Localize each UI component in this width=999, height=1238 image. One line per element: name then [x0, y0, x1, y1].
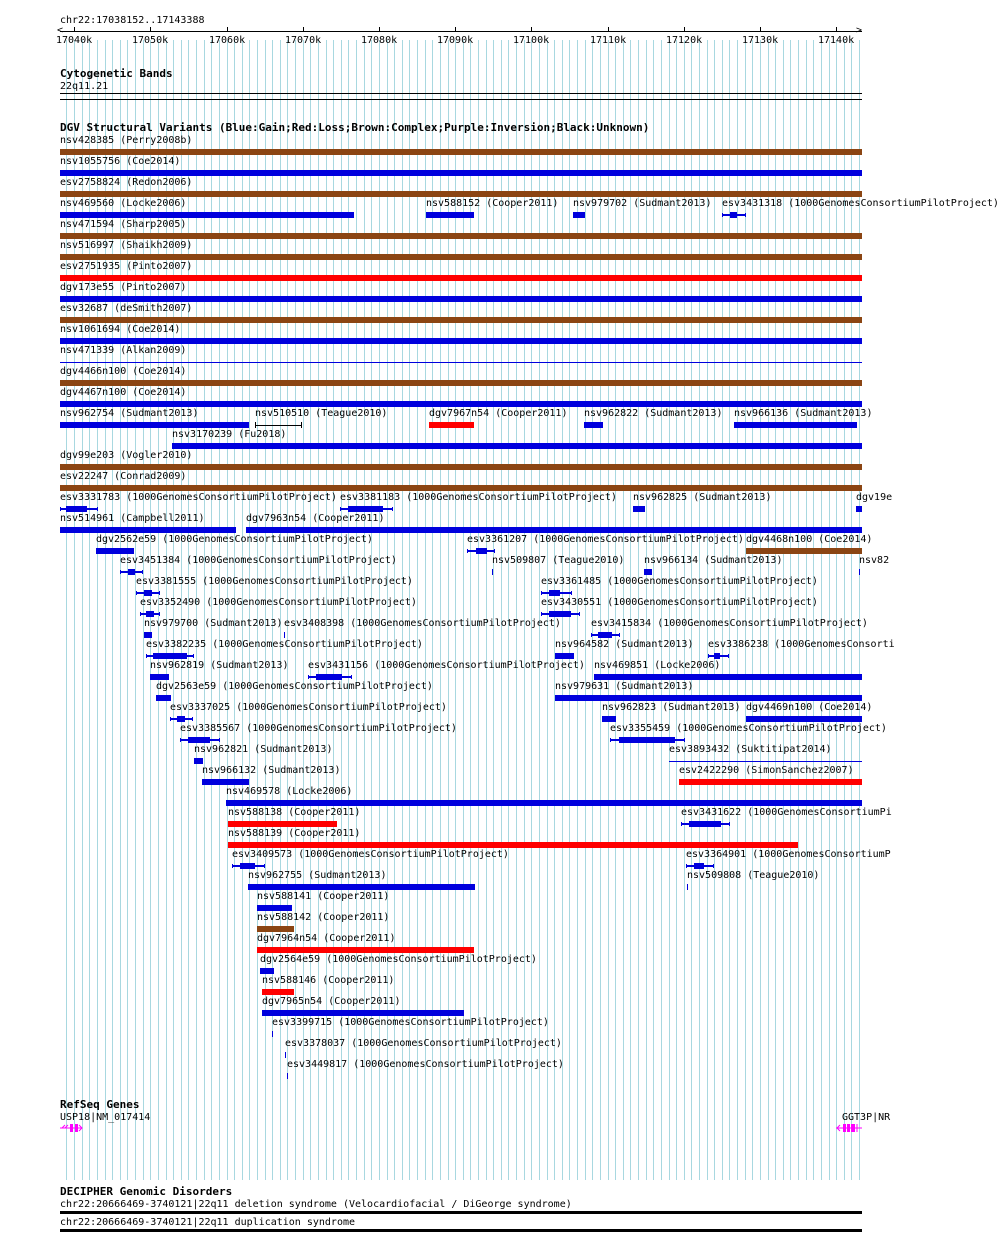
decipher-item-duplication-label: chr22:20666469-3740121|22q11 duplication syndrome — [60, 1217, 356, 1228]
dgv-variant-label: esv3331783 (1000GenomesConsortiumPilotProject) — [60, 492, 337, 503]
dgv-variant-label: esv2751935 (Pinto2007) — [60, 261, 193, 272]
dgv-variant-label: nsv509808 (Teague2010) — [687, 870, 820, 881]
dgv-variant-bar[interactable] — [172, 443, 862, 449]
dgv-variant-label: nsv1055756 (Coe2014) — [60, 156, 181, 167]
dgv-variant-bar[interactable] — [194, 758, 203, 764]
dgv-variant-block[interactable] — [348, 506, 383, 512]
dgv-variant-endcap — [193, 654, 194, 658]
dgv-variant-bar[interactable] — [284, 632, 285, 638]
dgv-variant-bar[interactable] — [257, 905, 292, 911]
dgv-variant-block[interactable] — [598, 632, 612, 638]
dgv-variant-label: esv3381555 (1000GenomesConsortiumPilotProject) — [136, 576, 413, 587]
dgv-variant-bar[interactable] — [746, 548, 862, 554]
dgv-variant-label: nsv514961 (Campbell2011) — [60, 513, 205, 524]
dgv-variant-bar[interactable] — [669, 761, 862, 762]
dgv-variant-endcap — [170, 717, 171, 721]
dgv-variant-label: nsv588142 (Cooper2011) — [257, 912, 390, 923]
dgv-variant-label: esv2422290 (SimonSanchez2007) — [679, 765, 854, 776]
dgv-variant-bar[interactable] — [687, 884, 688, 890]
dgv-variant-bar[interactable] — [734, 422, 857, 428]
dgv-variant-label: esv3431156 (1000GenomesConsortiumPilotProject) — [308, 660, 585, 671]
ruler-tick-label: 17120k — [666, 35, 703, 46]
dgv-variant-block[interactable] — [177, 716, 185, 722]
dgv-variant-bar[interactable] — [60, 485, 862, 491]
dgv-variant-bar[interactable] — [60, 464, 862, 470]
dgv-variant-label: esv3415834 (1000GenomesConsortiumPilotProject) — [591, 618, 868, 629]
dgv-variant-block[interactable] — [549, 590, 560, 596]
dgv-variant-block[interactable] — [549, 611, 571, 617]
dgv-variant-bar[interactable] — [492, 569, 493, 575]
dgv-variant-bar[interactable] — [426, 212, 474, 218]
dgv-variant-label: nsv962819 (Sudmant2013) — [150, 660, 289, 671]
dgv-variant-bar[interactable] — [859, 569, 860, 575]
dgv-variant-endcap — [264, 864, 265, 868]
ruler-tick-label: 17130k — [742, 35, 779, 46]
decipher-item-duplication-bar[interactable] — [60, 1229, 862, 1232]
ruler-tick — [150, 27, 151, 32]
dgv-variant-endcap — [142, 570, 143, 574]
dgv-variant-endcap — [60, 507, 61, 511]
dgv-variant-block[interactable] — [714, 653, 720, 659]
dgv-variant-endcap — [619, 633, 620, 637]
dgv-variant-label: nsv588139 (Cooper2011) — [228, 828, 361, 839]
dgv-variant-bar[interactable] — [60, 527, 236, 533]
ruler-tick — [303, 27, 304, 32]
dgv-variant-block[interactable] — [144, 590, 152, 596]
dgv-variant-endcap — [467, 549, 468, 553]
dgv-variant-bar[interactable] — [60, 212, 354, 218]
dgv-variant-label: esv3399715 (1000GenomesConsortiumPilotProject) — [272, 1017, 549, 1028]
dgv-variant-block[interactable] — [66, 506, 87, 512]
dgv-variant-label: nsv962821 (Sudmant2013) — [194, 744, 333, 755]
dgv-variant-bar[interactable] — [156, 695, 171, 701]
dgv-variant-bar[interactable] — [226, 800, 862, 806]
dgv-variant-label: esv3449817 (1000GenomesConsortiumPilotProject) — [287, 1059, 564, 1070]
dgv-variant-label: nsv962825 (Sudmant2013) — [633, 492, 772, 503]
refseq-gene-usp18-glyph[interactable] — [60, 1122, 90, 1134]
dgv-variant-bar[interactable] — [60, 191, 862, 197]
dgv-variant-bar[interactable] — [594, 674, 862, 680]
ruler-line — [60, 31, 862, 32]
dgv-variant-label: esv3364901 (1000GenomesConsortiumP — [686, 849, 891, 860]
dgv-variant-label: nsv962754 (Sudmant2013) — [60, 408, 199, 419]
ruler-tick-label: 17080k — [361, 35, 398, 46]
ruler-tick — [74, 27, 75, 32]
dgv-variant-endcap — [745, 213, 746, 217]
dgv-variant-label: nsv469578 (Locke2006) — [226, 786, 353, 797]
dgv-variant-label: esv3431318 (1000GenomesConsortiumPilotProject) — [722, 198, 999, 209]
dgv-variant-label: nsv469851 (Locke2006) — [594, 660, 721, 671]
dgv-variant-block[interactable] — [146, 611, 154, 617]
dgv-variant-label: nsv3170239 (Fu2018) — [172, 429, 287, 440]
dgv-variant-endcap — [351, 675, 352, 679]
dgv-variant-endcap — [686, 864, 687, 868]
dgv-variant-label: nsv588141 (Cooper2011) — [257, 891, 390, 902]
dgv-variant-label: dgv2562e59 (1000GenomesConsortiumPilotProject) — [96, 534, 373, 545]
dgv-variant-endcap — [541, 612, 542, 616]
dgv-variant-bar[interactable] — [257, 926, 294, 932]
dgv-variant-bar[interactable] — [228, 842, 798, 848]
dgv-variant-block[interactable] — [128, 569, 135, 575]
dgv-variant-label: dgv4468n100 (Coe2014) — [746, 534, 873, 545]
dgv-variant-block[interactable] — [240, 863, 255, 869]
dgv-variant-bar[interactable] — [228, 821, 337, 827]
dgv-variant-bar[interactable] — [60, 233, 862, 239]
dgv-variant-endcap — [140, 612, 141, 616]
dgv-variant-bar[interactable] — [60, 275, 862, 281]
dgv-variant-bar[interactable] — [287, 1073, 288, 1079]
decipher-title: DECIPHER Genomic Disorders — [60, 1185, 233, 1198]
ruler-tick — [836, 27, 837, 32]
dgv-variant-bar[interactable] — [60, 170, 862, 176]
dgv-variant-endcap — [722, 213, 723, 217]
dgv-variant-label: nsv588152 (Cooper2011) — [426, 198, 559, 209]
dgv-variant-block[interactable] — [619, 737, 675, 743]
dgv-variant-label: dgv4467n100 (Coe2014) — [60, 387, 187, 398]
ruler-tick-label: 17060k — [209, 35, 246, 46]
dgv-variant-label: esv3337025 (1000GenomesConsortiumPilotProject) — [170, 702, 447, 713]
dgv-variant-bar[interactable] — [60, 338, 862, 344]
dgv-variant-endcap — [120, 570, 121, 574]
dgv-variant-label: nsv966134 (Sudmant2013) — [644, 555, 783, 566]
dgv-variant-label: dgv173e55 (Pinto2007) — [60, 282, 187, 293]
dgv-variant-label: nsv471339 (Alkan2009) — [60, 345, 187, 356]
dgv-variant-label: dgv2563e59 (1000GenomesConsortiumPilotProject) — [156, 681, 433, 692]
dgv-variant-bar[interactable] — [144, 632, 152, 638]
dgv-variant-endcap — [255, 422, 256, 428]
dgv-variant-bar[interactable] — [555, 653, 574, 659]
dgv-variant-bar[interactable] — [60, 422, 249, 428]
dgv-variant-bar[interactable] — [255, 425, 302, 426]
dgv-variant-endcap — [301, 422, 302, 428]
dgv-variant-label: esv3431622 (1000GenomesConsortiumPi — [681, 807, 892, 818]
dgv-variant-endcap — [180, 738, 181, 742]
dgv-variant-label: esv3361485 (1000GenomesConsortiumPilotProject) — [541, 576, 818, 587]
ruler-tick-label: 17090k — [437, 35, 474, 46]
cytoband-label: 22q11.21 — [60, 81, 109, 92]
ruler-arrow-left: < — [57, 25, 64, 36]
dgv-variant-endcap — [684, 738, 685, 742]
dgv-variant-bar[interactable] — [202, 779, 249, 785]
dgv-variant-label: nsv962822 (Sudmant2013) — [584, 408, 723, 419]
dgv-variant-endcap — [159, 612, 160, 616]
dgv-variant-endcap — [494, 549, 495, 553]
dgv-variant-label: esv3378037 (1000GenomesConsortiumPilotProject) — [285, 1038, 562, 1049]
dgv-variant-bar[interactable] — [60, 362, 862, 363]
dgv-variant-bar[interactable] — [260, 968, 274, 974]
dgv-title: DGV Structural Variants (Blue:Gain;Red:Loss;Brown:Complex;Purple:Inversion;Black:Unknown) — [60, 121, 650, 134]
dgv-variant-label: esv3352490 (1000GenomesConsortiumPilotProject) — [140, 597, 417, 608]
dgv-variant-endcap — [713, 864, 714, 868]
dgv-variant-label: esv3451384 (1000GenomesConsortiumPilotProject) — [120, 555, 397, 566]
ruler-tick — [760, 27, 761, 32]
dgv-variant-label: nsv964582 (Sudmant2013) — [555, 639, 694, 650]
ruler-tick — [379, 27, 380, 32]
dgv-variant-label: esv3381183 (1000GenomesConsortiumPilotProject) — [340, 492, 617, 503]
ruler-tick-label: 17040k — [56, 35, 93, 46]
dgv-variant-label: esv3386238 (1000GenomesConsorti — [708, 639, 895, 650]
dgv-variant-endcap — [579, 612, 580, 616]
dgv-variant-bar[interactable] — [285, 1052, 286, 1058]
dgv-variant-endcap — [219, 738, 220, 742]
dgv-variant-label: dgv99e203 (Vogler2010) — [60, 450, 193, 461]
dgv-variant-label: esv3409573 (1000GenomesConsortiumPilotProject) — [232, 849, 509, 860]
dgv-variant-bar[interactable] — [584, 422, 603, 428]
ruler-tick-label: 17070k — [285, 35, 322, 46]
dgv-variant-label: nsv979700 (Sudmant2013) — [144, 618, 283, 629]
dgv-variant-label: dgv19e — [856, 492, 893, 503]
ruler-tick — [455, 27, 456, 32]
dgv-variant-endcap — [681, 822, 682, 826]
decipher-item-deletion-bar[interactable] — [60, 1211, 862, 1214]
refseq-gene-usp18-label: USP18|NM_017414 — [60, 1112, 151, 1123]
dgv-variant-endcap — [708, 654, 709, 658]
dgv-variant-bar[interactable] — [555, 695, 862, 701]
dgv-variant-label: dgv7967n54 (Cooper2011) — [429, 408, 568, 419]
dgv-variant-label: dgv7963n54 (Cooper2011) — [246, 513, 385, 524]
dgv-variant-endcap — [728, 654, 729, 658]
dgv-variant-label: esv3361207 (1000GenomesConsortiumPilotProject) — [467, 534, 744, 545]
dgv-variant-bar[interactable] — [246, 527, 862, 533]
ruler-tick — [227, 27, 228, 32]
ruler-tick-label: 17050k — [132, 35, 169, 46]
dgv-variant-label: nsv966136 (Sudmant2013) — [734, 408, 873, 419]
dgv-variant-bar[interactable] — [60, 380, 862, 386]
dgv-variant-bar[interactable] — [96, 548, 134, 554]
dgv-variant-label: esv3430551 (1000GenomesConsortiumPilotProject) — [541, 597, 818, 608]
dgv-variant-label: dgv4469n100 (Coe2014) — [746, 702, 873, 713]
dgv-variant-bar[interactable] — [150, 674, 169, 680]
dgv-variant-label: nsv979631 (Sudmant2013) — [555, 681, 694, 692]
dgv-variant-block[interactable] — [476, 548, 487, 554]
dgv-variant-block[interactable] — [730, 212, 737, 218]
dgv-variant-bar[interactable] — [633, 506, 645, 512]
dgv-variant-endcap — [159, 591, 160, 595]
dgv-variant-label: nsv428385 (Perry2008b) — [60, 135, 193, 146]
dgv-variant-label: nsv469560 (Locke2006) — [60, 198, 187, 209]
dgv-variant-label: esv3408398 (1000GenomesConsortiumPilotProject) — [284, 618, 561, 629]
dgv-variant-endcap — [392, 507, 393, 511]
ruler-tick — [684, 27, 685, 32]
dgv-variant-label: nsv966132 (Sudmant2013) — [202, 765, 341, 776]
dgv-variant-label: esv3893432 (Suktitipat2014) — [669, 744, 832, 755]
ruler-arrow-right: > — [856, 25, 863, 36]
dgv-variant-label: nsv962755 (Sudmant2013) — [248, 870, 387, 881]
dgv-variant-bar[interactable] — [644, 569, 652, 575]
dgv-variant-label: dgv7965n54 (Cooper2011) — [262, 996, 401, 1007]
dgv-variant-bar[interactable] — [746, 716, 862, 722]
dgv-variant-bar[interactable] — [856, 506, 862, 512]
cytoband-bar-bottom — [60, 99, 862, 100]
dgv-variant-bar[interactable] — [60, 149, 862, 155]
dgv-variant-bar[interactable] — [679, 779, 862, 785]
dgv-variant-bar[interactable] — [60, 401, 862, 407]
dgv-variant-endcap — [308, 675, 309, 679]
dgv-variant-bar[interactable] — [429, 422, 474, 428]
dgv-variant-bar[interactable] — [60, 317, 862, 323]
dgv-variant-label: nsv471594 (Sharp2005) — [60, 219, 187, 230]
dgv-variant-label: dgv2564e59 (1000GenomesConsortiumPilotProject) — [260, 954, 537, 965]
dgv-variant-label: esv32687 (deSmith2007) — [60, 303, 193, 314]
dgv-variant-label: nsv962823 (Sudmant2013) — [602, 702, 741, 713]
decipher-item-deletion-label: chr22:20666469-3740121|22q11 deletion syndrome (Velocardiofacial / DiGeorge syndrome) — [60, 1199, 572, 1210]
ruler-tick — [608, 27, 609, 32]
dgv-variant-endcap — [192, 717, 193, 721]
dgv-variant-label: esv3382235 (1000GenomesConsortiumPilotProject) — [146, 639, 423, 650]
refseq-gene-ggt3p-glyph[interactable] — [836, 1122, 866, 1134]
dgv-variant-endcap — [146, 654, 147, 658]
dgv-variant-label: dgv4466n100 (Coe2014) — [60, 366, 187, 377]
refseq-title: RefSeq Genes — [60, 1098, 140, 1111]
dgv-variant-label: esv3355459 (1000GenomesConsortiumPilotProject) — [610, 723, 887, 734]
dgv-variant-bar[interactable] — [573, 212, 585, 218]
dgv-variant-block[interactable] — [188, 737, 210, 743]
ruler-tick-label: 17100k — [513, 35, 550, 46]
dgv-variant-bar[interactable] — [257, 947, 474, 953]
dgv-variant-label: nsv588146 (Cooper2011) — [262, 975, 395, 986]
dgv-variant-label: nsv509807 (Teague2010) — [492, 555, 625, 566]
dgv-variant-endcap — [591, 633, 592, 637]
ruler-tick — [531, 27, 532, 32]
dgv-variant-block[interactable] — [694, 863, 704, 869]
dgv-variant-endcap — [610, 738, 611, 742]
dgv-variant-label: dgv7964n54 (Cooper2011) — [257, 933, 396, 944]
dgv-variant-bar[interactable] — [248, 884, 475, 890]
dgv-variant-endcap — [232, 864, 233, 868]
dgv-variant-bar[interactable] — [602, 716, 616, 722]
dgv-variant-label: nsv979702 (Sudmant2013) — [573, 198, 712, 209]
dgv-variant-bar[interactable] — [60, 254, 862, 260]
dgv-variant-label: nsv1061694 (Coe2014) — [60, 324, 181, 335]
dgv-variant-endcap — [340, 507, 341, 511]
dgv-variant-endcap — [97, 507, 98, 511]
dgv-variant-bar[interactable] — [262, 1010, 464, 1016]
dgv-variant-block[interactable] — [153, 653, 187, 659]
dgv-variant-bar[interactable] — [60, 296, 862, 302]
dgv-variant-label: nsv510510 (Teague2010) — [255, 408, 388, 419]
dgv-variant-bar[interactable] — [272, 1031, 273, 1037]
dgv-variant-endcap — [136, 591, 137, 595]
region-label: chr22:17038152..17143388 — [60, 15, 205, 26]
dgv-variant-label: esv3385567 (1000GenomesConsortiumPilotProject) — [180, 723, 457, 734]
dgv-variant-label: nsv516997 (Shaikh2009) — [60, 240, 193, 251]
dgv-variant-label: esv2758824 (Redon2006) — [60, 177, 193, 188]
dgv-variant-endcap — [571, 591, 572, 595]
dgv-variant-label: nsv82 — [859, 555, 890, 566]
dgv-variant-endcap — [729, 822, 730, 826]
cytoband-bar[interactable] — [60, 93, 862, 94]
dgv-variant-bar[interactable] — [262, 989, 294, 995]
ruler-tick-label: 17110k — [590, 35, 627, 46]
ruler-tick-label: 17140k — [818, 35, 855, 46]
dgv-variant-block[interactable] — [316, 674, 342, 680]
refseq-gene-ggt3p-label: GGT3P|NR — [842, 1112, 891, 1123]
dgv-variant-label: esv22247 (Conrad2009) — [60, 471, 187, 482]
dgv-variant-block[interactable] — [689, 821, 721, 827]
dgv-variant-label: nsv588138 (Cooper2011) — [228, 807, 361, 818]
dgv-variant-endcap — [541, 591, 542, 595]
cytoband-title: Cytogenetic Bands — [60, 67, 173, 80]
